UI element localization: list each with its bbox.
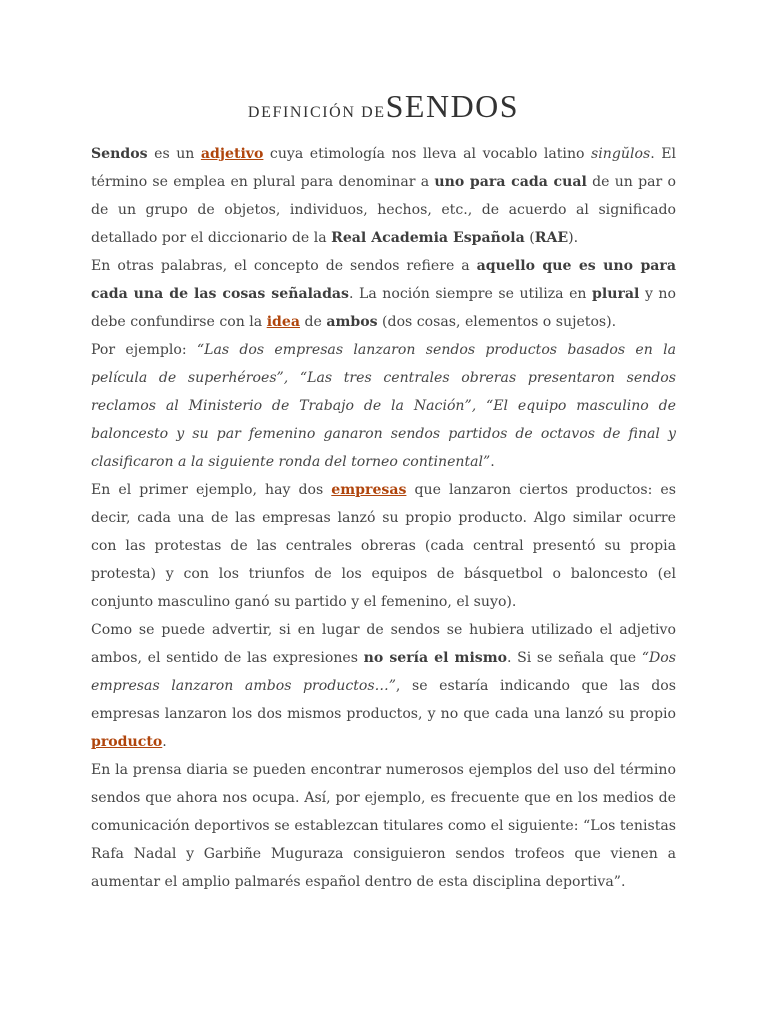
bold-text: no sería el mismo — [363, 650, 508, 666]
text: Como se puede advertir, si en lugar de sendos se hubiera utilizado el adjetivo ambos, el sentido de las expresiones — [91, 622, 676, 666]
title-prefix: DEFINICIÓN DE — [247, 104, 386, 121]
text: Por ejemplo: — [91, 342, 197, 358]
link-idea[interactable]: idea — [266, 314, 300, 330]
text: . El término se emplea en plural para denominar a — [91, 146, 676, 190]
link-producto[interactable]: producto — [91, 734, 163, 750]
bold-text: Sendos — [91, 146, 148, 162]
text: ( — [524, 230, 535, 246]
text: ). — [568, 230, 579, 246]
text: . Si se señala que — [507, 650, 642, 666]
paragraph-5 — [91, 616, 676, 756]
text: En la prensa diaria se pueden encontrar numerosos ejemplos del uso del término sendos que ahora nos ocupa. Así, por ejemplo, es frecuente que en los medios de comunicación deportivos se establezcan titulares como el siguiente: “Los tenistas Rafa Nadal y Garbiñe Muguraza consiguieron sendos trofeos que vienen a aumentar el amplio palmarés español dentro de esta disciplina deportiva”. — [91, 762, 676, 890]
bold-text: plural — [592, 286, 640, 302]
page-title — [91, 82, 676, 130]
text: cuya etimología nos lleva al vocablo latino — [263, 146, 592, 162]
document-page — [91, 82, 676, 896]
title-word: SENDOS — [385, 88, 520, 124]
text: que lanzaron ciertos productos: es decir, cada una de las empresas lanzó su propio producto. Algo similar ocurre con las protestas de las centrales obreras (cada central presentó su propia protesta) y con los triunfos de los equipos de básquetbol o baloncesto (el conjunto masculino ganó su partido y el femenino, el suyo). — [91, 482, 676, 610]
article-body — [91, 140, 676, 896]
italic-text: “Las dos empresas lanzaron sendos productos basados en la película de superhéroes”, “Las tres centrales obreras presentaron sendos reclamos al Ministerio de Trabajo de la Nación”, “El equipo masculino de baloncesto y su par femenino ganaron sendos partidos de octavos de final y clasificaron a la siguiente ronda del torneo continental” — [91, 342, 677, 470]
italic-text: “Dos empresas lanzaron ambos productos…” — [91, 650, 676, 694]
text: de un par o de un grupo de objetos, individuos, hechos, etc., de acuerdo al significado detallado por el diccionario de la — [91, 174, 676, 246]
text: . — [162, 734, 167, 750]
link-adjetivo[interactable]: adjetivo — [200, 146, 264, 162]
bold-text: ambos — [326, 314, 378, 330]
text: , se estaría indicando que las dos empresas lanzaron los dos mismos productos, y no que cada una lanzó su propio — [91, 678, 676, 722]
paragraph-3 — [91, 336, 676, 476]
paragraph-6 — [91, 756, 676, 896]
text: En el primer ejemplo, hay dos — [91, 482, 332, 498]
text: . La noción siempre se utiliza en — [348, 286, 593, 302]
italic-text: singŭlos — [591, 146, 651, 162]
link-empresas[interactable]: empresas — [331, 482, 407, 498]
bold-text: RAE — [534, 230, 569, 246]
text: . — [490, 454, 495, 470]
bold-text: uno para cada cual — [434, 174, 587, 190]
text: En otras palabras, el concepto de sendos refiere a — [91, 258, 477, 274]
text: y no debe confundirse con la — [91, 286, 676, 330]
text: de — [300, 314, 327, 330]
paragraph-1 — [91, 140, 676, 252]
text: (dos cosas, elementos o sujetos). — [377, 314, 617, 330]
paragraph-2 — [91, 252, 676, 336]
paragraph-4 — [91, 476, 676, 616]
bold-text: aquello que es uno para cada una de las cosas señaladas — [91, 258, 676, 302]
bold-text: Real Academia Española — [331, 230, 525, 246]
text: es un — [147, 146, 201, 162]
